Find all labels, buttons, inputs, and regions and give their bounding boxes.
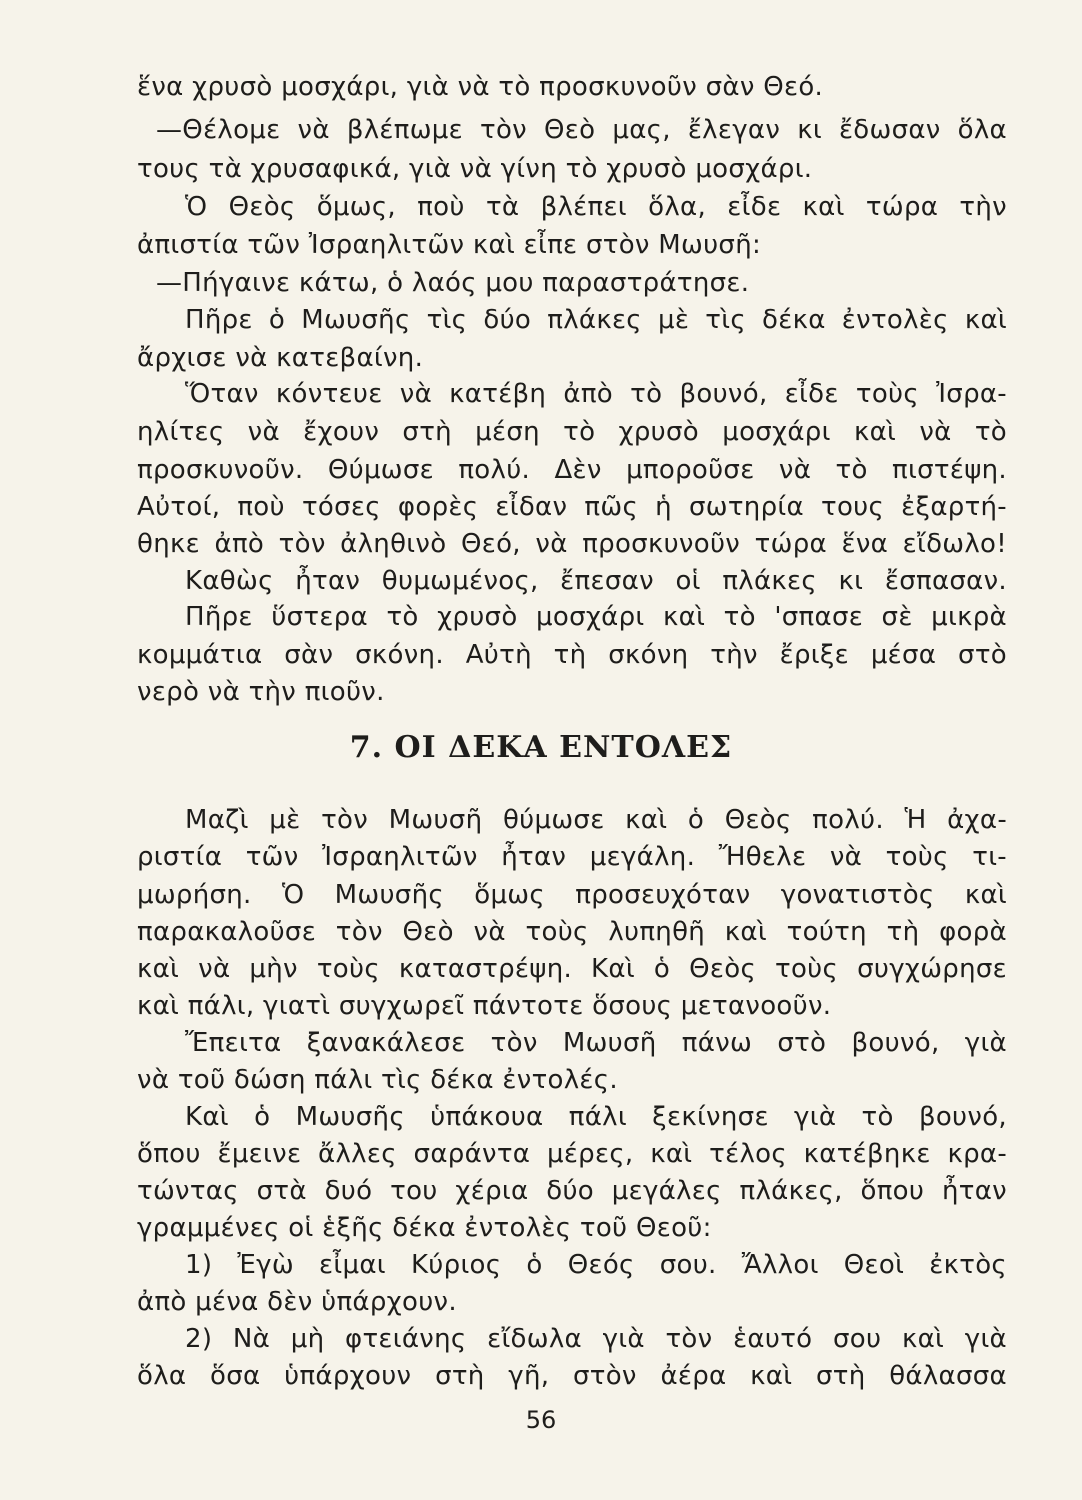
text-line: —Θέλομε νὰ βλέπωμε τὸν Θεὸ μας, ἔλεγαν κι ἔδωσαν ὅλα xyxy=(156,115,1007,145)
text-line: ἀπιστία τῶν Ἰσραηλιτῶν καὶ εἶπε στὸν Μωυσῆ: xyxy=(137,230,762,260)
text-line: τους τὰ χρυσαφικά, γιὰ νὰ γίνη τὸ χρυσὸ μοσχάρι. xyxy=(137,154,813,184)
text-line: γραμμένες οἱ ἑξῆς δέκα ἐντολὲς τοῦ Θεοῦ: xyxy=(137,1213,712,1243)
text-line: Καθὼς ἦταν θυμωμένος, ἔπεσαν οἱ πλάκες κι ἔσπασαν. xyxy=(185,566,1007,596)
text-line: καὶ πάλι, γιατὶ συγχωρεῖ πάντοτε ὅσους μετανοοῦν. xyxy=(137,991,832,1021)
text-line: ὅλα ὅσα ὑπάρχουν στὴ γῆ, στὸν ἀέρα καὶ στὴ θάλασσα xyxy=(137,1361,1007,1391)
text-line: παρακαλοῦσε τὸν Θεὸ νὰ τοὺς λυπηθῆ καὶ τούτη τὴ φορὰ xyxy=(137,917,1007,947)
text-line: Πῆρε ὁ Μωυσῆς τὶς δύο πλάκες μὲ τὶς δέκα ἐντολὲς καὶ xyxy=(185,305,1007,335)
text-line: Ὅταν κόντευε νὰ κατέβη ἀπὸ τὸ βουνό, εἶδε τοὺς Ἰσρα- xyxy=(185,379,1007,409)
text-line: ἕνα χρυσὸ μοσχάρι, γιὰ νὰ τὸ προσκυνοῦν σὰν Θεό. xyxy=(137,72,824,102)
text-line: ριστία τῶν Ἰσραηλιτῶν ἦταν μεγάλη. Ἤθελε νὰ τοὺς τι- xyxy=(137,842,1007,872)
text-line: Καὶ ὁ Μωυσῆς ὑπάκουα πάλι ξεκίνησε γιὰ τὸ βουνό, xyxy=(185,1102,1007,1132)
text-line: Πῆρε ὕστερα τὸ χρυσὸ μοσχάρι καὶ τὸ 'σπασε σὲ μικρὰ xyxy=(185,602,1007,632)
text-line: Ὁ Θεὸς ὅμως, ποὺ τὰ βλέπει ὅλα, εἶδε καὶ τώρα τὴν xyxy=(185,192,1007,222)
text-line: Αὐτοί, ποὺ τόσες φορὲς εἶδαν πῶς ἡ σωτηρία τους ἐξαρτή- xyxy=(137,492,1007,522)
text-line: νὰ τοῦ δώση πάλι τὶς δέκα ἐντολές. xyxy=(137,1065,618,1095)
text-line: ἄρχισε νὰ κατεβαίνη. xyxy=(137,343,424,373)
text-line: τώντας στὰ δυό του χέρια δύο μεγάλες πλάκες, ὅπου ἦταν xyxy=(137,1176,1007,1206)
chapter-heading: 7. ΟΙ ΔΕΚΑ ΕΝΤΟΛΕΣ xyxy=(349,730,733,765)
text-line: προσκυνοῦν. Θύμωσε πολύ. Δὲν μποροῦσε νὰ τὸ πιστέψη. xyxy=(137,455,1007,485)
page-number: 56 xyxy=(525,1406,557,1434)
text-line: Ἔπειτα ξανακάλεσε τὸν Μωυσῆ πάνω στὸ βουνό, γιὰ xyxy=(185,1028,1007,1058)
text-line: ἀπὸ μένα δὲν ὑπάρχουν. xyxy=(137,1287,457,1317)
text-line: 2) Νὰ μὴ φτειάνης εἴδωλα γιὰ τὸν ἑαυτό σου καὶ γιὰ xyxy=(185,1324,1007,1354)
text-line: καὶ νὰ μὴν τοὺς καταστρέψη. Καὶ ὁ Θεὸς τοὺς συγχώρησε xyxy=(137,954,1007,984)
text-line: νερὸ νὰ τὴν πιοῦν. xyxy=(137,677,385,707)
text-line: 1) Ἐγὼ εἶμαι Κύριος ὁ Θεός σου. Ἄλλοι Θεοὶ ἐκτὸς xyxy=(185,1250,1007,1280)
text-line: ὅπου ἔμεινε ἄλλες σαράντα μέρες, καὶ τέλος κατέβηκε κρα- xyxy=(137,1139,1007,1169)
text-line: κομμάτια σὰν σκόνη. Αὐτὴ τὴ σκόνη τὴν ἔριξε μέσα στὸ xyxy=(137,640,1007,670)
text-line: Μαζὶ μὲ τὸν Μωυσῆ θύμωσε καὶ ὁ Θεὸς πολύ. Ἡ ἀχα- xyxy=(185,805,1007,835)
text-line: θηκε ἀπὸ τὸν ἀληθινὸ Θεό, νὰ προσκυνοῦν τώρα ἕνα εἴδωλο! xyxy=(137,529,1007,559)
text-line: μωρήση. Ὁ Μωυσῆς ὅμως προσευχόταν γονατιστὸς καὶ xyxy=(137,880,1007,910)
text-line: —Πήγαινε κάτω, ὁ λαός μου παραστράτησε. xyxy=(156,268,750,298)
text-line: ηλίτες νὰ ἔχουν στὴ μέση τὸ χρυσὸ μοσχάρι καὶ νὰ τὸ xyxy=(137,417,1007,447)
